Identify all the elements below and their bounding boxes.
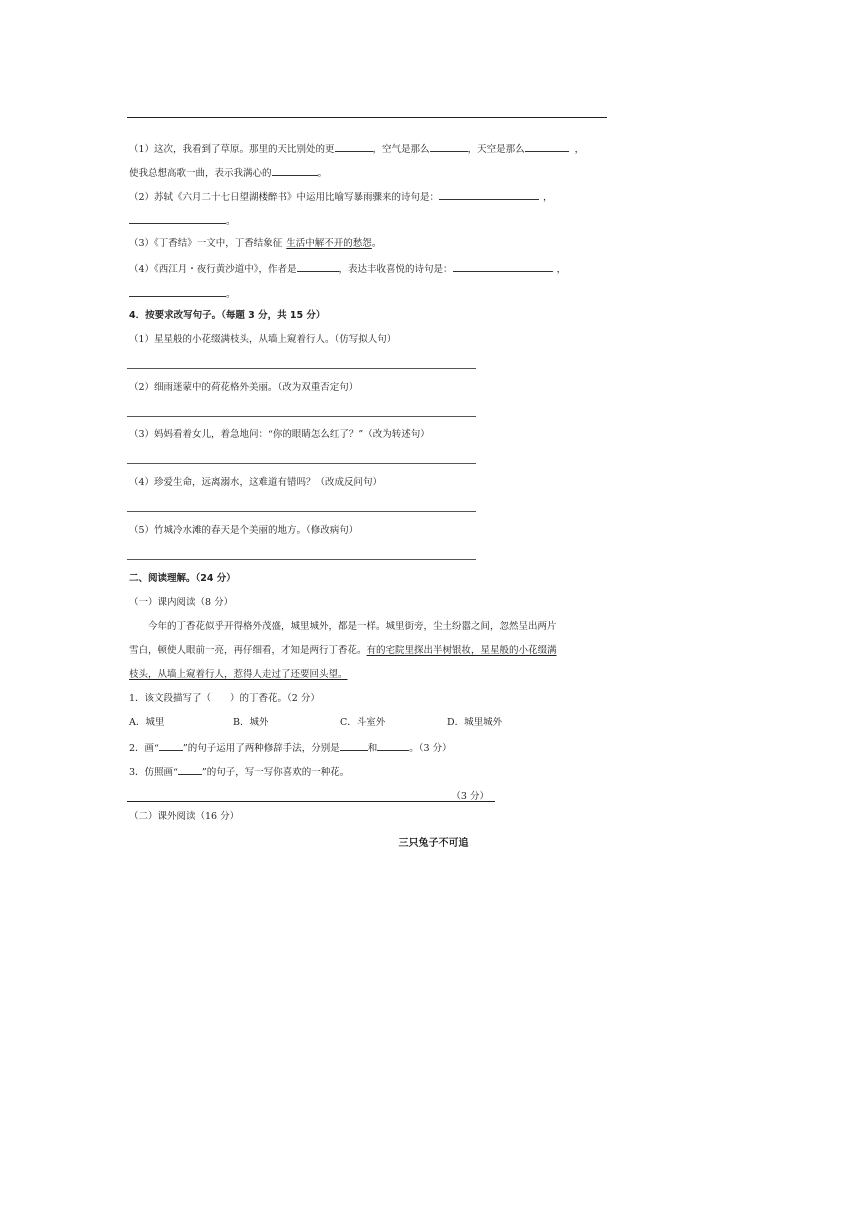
passage-title: 三只兔子不可追 — [398, 838, 469, 849]
reading-q2-blank-1[interactable] — [340, 740, 368, 751]
answer-line-4[interactable] — [127, 511, 476, 512]
reading-q2 — [129, 740, 452, 756]
part2-sub1: （一）课内阅读（8 分） — [129, 597, 234, 608]
section4-item-5: （5）竹城冷水滩的春天是个美丽的地方。（修改病句） — [129, 525, 359, 536]
reading-q1: 1．该文段描写了（ ）的丁香花。（2 分） — [129, 693, 320, 704]
passage-line-2 — [129, 644, 557, 658]
option-c[interactable]: C．斗室外 — [340, 717, 386, 728]
q2-text-c: 。 — [226, 216, 236, 227]
q1-blank-2[interactable] — [430, 141, 468, 152]
reading-q2-text-c: 和 — [367, 743, 378, 754]
q1-text-c: ，天空是那么 — [467, 144, 525, 155]
q4-text-a: （4）《西江月・夜行黄沙道中》，作者是 — [129, 264, 297, 275]
top-rule — [127, 117, 607, 118]
q3-text-a: （3）《丁香结》一文中，丁香结象征 — [129, 238, 283, 249]
reading-q3-score: （3 分） — [451, 791, 489, 802]
option-d[interactable]: D．城里城外 — [447, 717, 503, 728]
q4-line1 — [129, 261, 566, 277]
section4-item-1: （1）星星般的小花缀满枝头，从墙上窥着行人。（仿写拟人句） — [129, 334, 397, 345]
q4-text-d: 。 — [226, 289, 236, 300]
answer-line-5[interactable] — [127, 559, 476, 560]
q3-line — [129, 237, 381, 251]
q2-blank-2[interactable] — [129, 213, 226, 224]
q2-line2 — [129, 213, 236, 229]
q2-text-b: ， — [543, 192, 553, 203]
q3-underlined-answer: 生活中解不开的愁怨 — [286, 238, 372, 249]
reading-q3-mark — [178, 764, 202, 775]
q2-text-a: （2）苏轼《六月二十七日望湖楼醉书》中运用比喻写暴雨骤来的诗句是： — [129, 192, 440, 203]
q2-blank-1[interactable] — [439, 189, 539, 200]
reading-q2-mark — [159, 740, 183, 751]
reading-q2-text-a: 2．画“ — [129, 743, 159, 754]
passage-text: 雪白，顿使人眼前一亮，再仔细看，才知是两行丁香花。 — [129, 645, 367, 656]
section4-item-2: （2）细雨迷蒙中的荷花格外美丽。（改为双重否定句） — [129, 382, 359, 393]
reading-q2-blank-2[interactable] — [377, 740, 409, 751]
q4-line2 — [129, 286, 236, 302]
q1-line1 — [129, 141, 584, 157]
section4-item-3: （3）妈妈看着女儿，着急地问：“你的眼睛怎么红了？”（改为转述句） — [129, 429, 430, 440]
q3-text-b: 。 — [371, 238, 382, 249]
q1-blank-3[interactable] — [525, 141, 569, 152]
q1-text-f: 。 — [317, 168, 328, 179]
option-b[interactable]: B．城外 — [233, 717, 269, 728]
option-a[interactable]: A．城里 — [129, 717, 165, 728]
q4-text-b: ，表达丰收喜悦的诗句是： — [338, 264, 453, 275]
section4-heading: 4．按要求改写句子。（每题 3 分，共 15 分） — [129, 310, 326, 321]
passage-line-3 — [129, 668, 348, 682]
reading-q3 — [129, 764, 349, 780]
reading-q3-text-b: ”的句子，写一写你喜欢的一种花。 — [201, 767, 350, 778]
answer-line-1[interactable] — [127, 368, 476, 369]
reading-q3-text-a: 3．仿照画“ — [129, 767, 178, 778]
reading-q2-text-d: 。（3 分） — [409, 743, 452, 754]
passage-underlined-2: 枝头，从墙上窥着行人，惹得人走过了还要回头望。 — [129, 669, 348, 680]
passage-underlined-1: 有的宅院里探出半树银妆，星星般的小花缀满 — [366, 645, 557, 656]
q1-blank-1[interactable] — [335, 141, 373, 152]
q2-line1 — [129, 189, 553, 205]
q1-line2 — [129, 165, 327, 181]
q4-blank-3[interactable] — [129, 286, 226, 297]
part2-heading: 二、阅读理解。（24 分） — [129, 573, 236, 584]
answer-line-2[interactable] — [127, 416, 476, 417]
passage-line-1: 今年的丁香花似乎开得格外茂盛，城里城外，都是一样。城里街旁，尘土纷嚣之间，忽然呈出两片 — [148, 621, 557, 632]
answer-line-3[interactable] — [127, 463, 476, 464]
q1-text-a: （1）这次，我看到了草原。那里的天比别处的更 — [129, 144, 335, 155]
q1-text-b: ，空气是那么 — [372, 144, 430, 155]
reading-q3-answer-line[interactable] — [127, 789, 495, 802]
reading-q2-text-b: ”的句子运用了两种修辞手法，分别是 — [182, 743, 340, 754]
q4-text-c: ， — [556, 264, 567, 275]
section4-item-4: （4）珍爱生命，远离溺水，这难道有错吗？（改成反问句） — [129, 477, 383, 488]
q4-blank-2[interactable] — [453, 261, 553, 272]
part2-sub2: （二）课外阅读（16 分） — [129, 811, 240, 822]
q1-text-d: ， — [574, 144, 585, 155]
q1-text-e: 使我总想高歌一曲，表示我满心的 — [129, 168, 272, 179]
q4-blank-1[interactable] — [297, 261, 339, 272]
q1-blank-4[interactable] — [272, 165, 318, 176]
